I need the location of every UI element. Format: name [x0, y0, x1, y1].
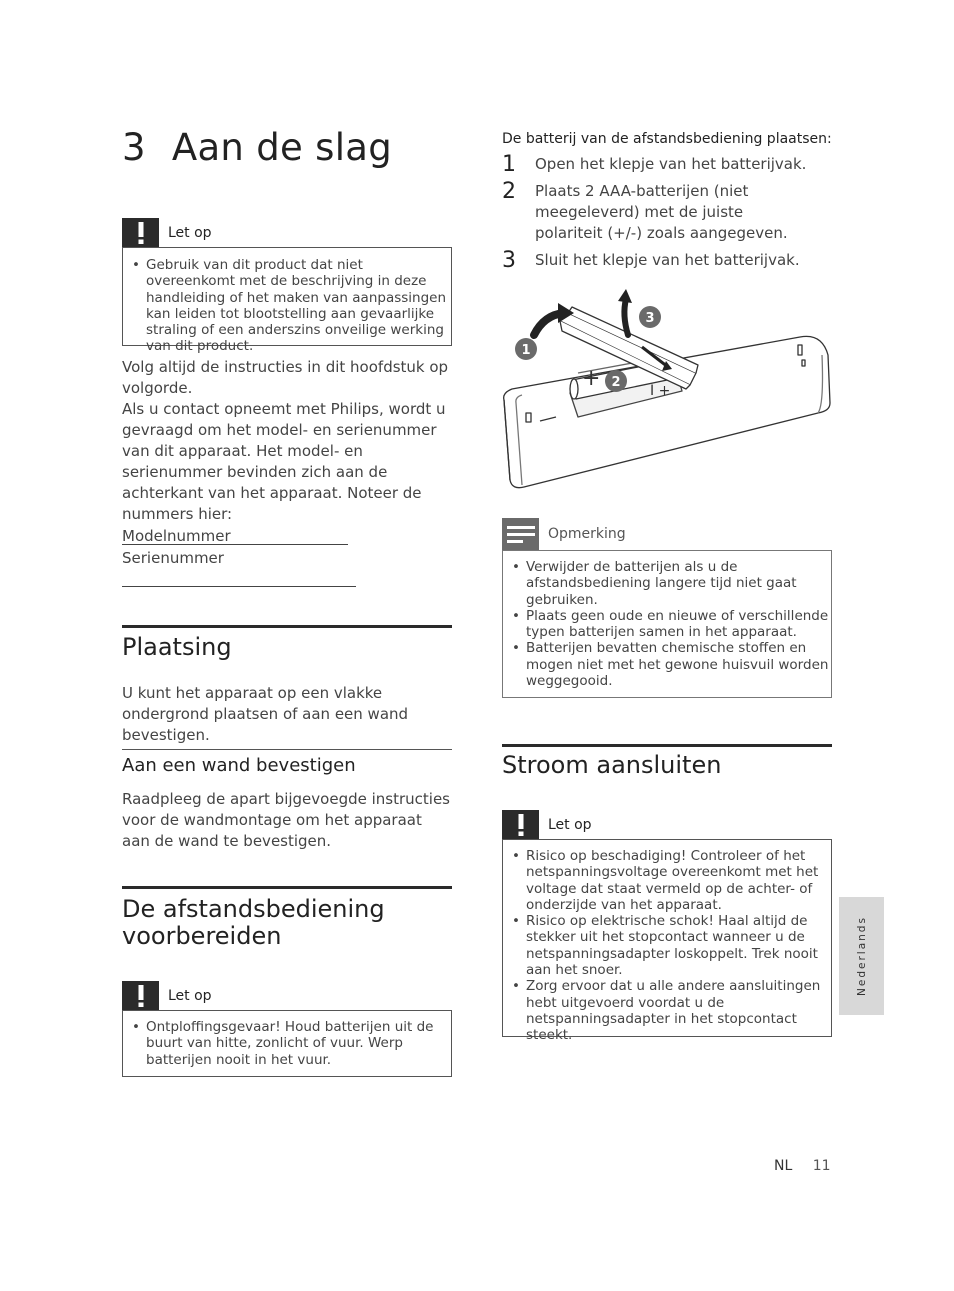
- section-rule: [502, 744, 832, 747]
- list-item: • Risico op elektrische schok! Haal altijd de stekker uit het stopcontact wanneer u de netspanningsadapter loskoppelt. Trek nooit aan het snoer.: [503, 913, 831, 978]
- note-notice: [502, 518, 832, 698]
- chapter-number: 3: [122, 126, 146, 169]
- step-text: Plaats 2 AAA-batterijen (niet meegeleverd) met de juiste polariteit (+/-) zoals aangegeven.: [535, 182, 788, 242]
- chapter-title: [122, 126, 452, 169]
- svg-text:+: +: [582, 366, 601, 391]
- language-side-tab: [839, 897, 884, 1015]
- notice-header: [502, 518, 832, 550]
- caution-notice: [122, 981, 452, 1077]
- section-rule: [122, 625, 452, 628]
- notice-box: [122, 1010, 452, 1077]
- step-item: [502, 181, 832, 244]
- list-item: • Zorg ervoor dat u alle andere aansluitingen hebt uitgevoerd voordat u de netspanningsadapter in het stopcontact steekt.: [503, 978, 831, 1043]
- caution-notice: [502, 810, 832, 1044]
- notice-label: Let op: [548, 816, 592, 833]
- illustration-marker: 2: [611, 375, 621, 390]
- exclamation-icon: [122, 218, 159, 247]
- subsection-rule: [122, 749, 452, 750]
- list-item: • Risico op beschadiging! Controleer of het netspanningsvoltage overeenkomt met het voltage dat staat vermeld op de achter- of onderzijde van het apparaat.: [503, 848, 831, 913]
- notice-box: [502, 550, 832, 698]
- side-tab-label: Nederlands: [855, 916, 868, 996]
- section-rule: [122, 886, 452, 889]
- illustration-marker: 3: [645, 311, 655, 326]
- step-item: [502, 250, 832, 271]
- remote-battery-drawing: [500, 285, 836, 495]
- notice-box: [502, 839, 832, 1044]
- step-item: [502, 154, 832, 175]
- notice-header: [122, 981, 452, 1010]
- page-number: 11: [812, 1158, 831, 1174]
- step-number: 2: [502, 179, 516, 204]
- notice-label: Let op: [168, 987, 212, 1004]
- notice-label: Opmerking: [548, 526, 626, 542]
- steps-title: De batterij van de afstandsbediening plaatsen:: [502, 131, 832, 147]
- list-item: • Gebruik van dit product dat niet overeenkomt met de beschrijving in deze handleiding of het maken van aanpassingen kan leiden tot blootstelling aan gevaarlijke straling of een anderszins onveilige werking van dit product.: [123, 257, 451, 355]
- intro-paragraph: Als u contact opneemt met Philips, wordt u gevraagd om het model- en serienummer van dit apparaat. Het model- en serienummer bevinden zich aan de achterkant van het apparaat. Noteer de nummers hier:: [122, 400, 446, 523]
- list-item: • Verwijder de batterijen als u de afstandsbediening langere tijd niet gaat gebruiken.: [503, 559, 831, 608]
- section-heading: Plaatsing: [122, 633, 232, 661]
- footer-language: NL: [774, 1158, 793, 1174]
- exclamation-icon: [122, 981, 159, 1010]
- notice-label: Let op: [168, 224, 212, 241]
- intro-paragraph: Volg altijd de instructies in dit hoofdstuk op volgorde.: [122, 358, 449, 397]
- model-number-label: Modelnummer: [122, 527, 231, 545]
- list-item: • Ontploffingsgevaar! Houd batterijen uit de buurt van hitte, zonlicht of vuur. Werp batterijen nooit in het vuur.: [123, 1019, 451, 1068]
- model-number-line: [122, 544, 348, 545]
- svg-text:I +: I +: [650, 383, 671, 399]
- illustration-marker: 1: [521, 343, 531, 358]
- wall-mount-text: Raadpleeg de apart bijgevoegde instructies voor de wandmontage om het apparaat aan de wand te bevestigen.: [122, 790, 450, 850]
- serial-number-line: [122, 586, 356, 587]
- step-text: Sluit het klepje van het batterijvak.: [535, 251, 800, 269]
- step-number: 1: [502, 152, 516, 177]
- list-item: • Batterijen bevatten chemische stoffen en mogen niet met het gewone huisvuil worden weggegooid.: [503, 640, 831, 689]
- intro-text: [122, 357, 452, 547]
- steps-list: [502, 154, 832, 271]
- section-heading: De afstandsbediening voorbereiden: [122, 895, 385, 950]
- list-item: • Plaats geen oude en nieuwe of verschillende typen batterijen samen in het apparaat.: [503, 608, 831, 641]
- page-footer: [774, 1158, 831, 1174]
- step-text: Open het klepje van het batterijvak.: [535, 155, 807, 173]
- exclamation-icon: [502, 810, 539, 839]
- notice-box: [122, 247, 452, 355]
- section-heading: Stroom aansluiten: [502, 751, 722, 779]
- notice-header: [502, 810, 832, 839]
- note-lines-icon: [502, 518, 539, 550]
- placement-text: U kunt het apparaat op een vlakke ondergrond plaatsen of aan een wand bevestigen.: [122, 684, 409, 744]
- caution-notice: [122, 218, 452, 355]
- remote-battery-illustration: [500, 285, 836, 495]
- subsection-heading: Aan een wand bevestigen: [122, 755, 356, 776]
- step-number: 3: [502, 248, 516, 273]
- notice-header: [122, 218, 452, 247]
- chapter-title-text: Aan de slag: [171, 126, 393, 169]
- serial-number-label: Serienummer: [122, 549, 224, 567]
